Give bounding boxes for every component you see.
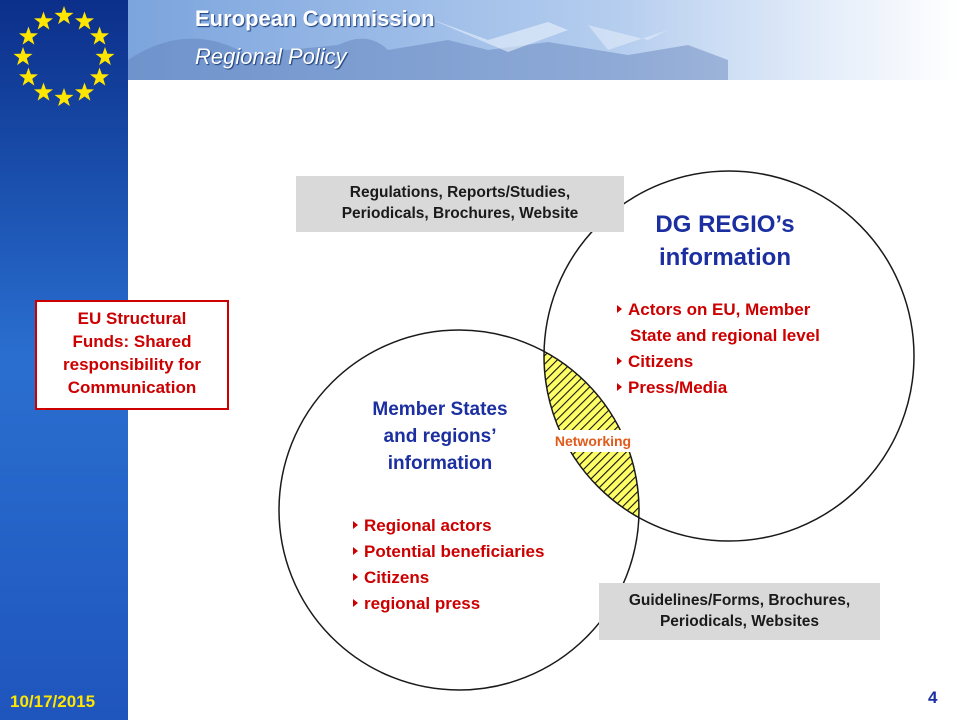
- structural-funds-line-3: responsibility for: [63, 355, 201, 374]
- info-box-bottom: [599, 583, 880, 640]
- networking-label: Networking: [538, 430, 648, 452]
- info-box-top-line-2: Periodicals, Brochures, Website: [341, 205, 579, 222]
- info-box-bottom-line-2: Periodicals, Websites: [659, 613, 820, 630]
- list-item: regional press: [350, 591, 544, 617]
- info-box-bottom-line-1: Guidelines/Forms, Brochures,: [628, 592, 851, 609]
- list-item: Citizens: [350, 565, 544, 591]
- structural-funds-line-1: EU Structural: [77, 309, 187, 328]
- structural-funds-line-2: Funds: Shared: [72, 332, 192, 351]
- list-item: Actors on EU, Member: [614, 297, 820, 323]
- member-states-heading-line-2: and regions’: [383, 426, 497, 447]
- list-item: Press/Media: [614, 375, 820, 401]
- dg-regio-heading-line-2: information: [659, 244, 791, 271]
- list-item: Regional actors: [350, 513, 544, 539]
- dg-regio-heading-line-1: DG REGIO’s: [655, 211, 795, 238]
- info-box-top: [296, 176, 624, 232]
- member-states-heading-line-1: Member States: [372, 399, 508, 420]
- member-states-list: [350, 513, 544, 617]
- dg-regio-heading: [610, 208, 840, 274]
- structural-funds-box: [35, 300, 229, 410]
- dg-regio-list: [614, 297, 820, 401]
- page-number: 4: [928, 688, 938, 707]
- structural-funds-line-4: Communication: [67, 378, 197, 397]
- member-states-heading-line-3: information: [387, 453, 493, 474]
- info-box-top-line-1: Regulations, Reports/Studies,: [349, 184, 571, 201]
- list-item-continuation: State and regional level: [630, 326, 820, 345]
- unit-title: Regional Policy: [195, 44, 347, 69]
- slide-date: 10/17/2015: [10, 692, 96, 711]
- org-title: European Commission: [195, 6, 435, 31]
- list-item: Potential beneficiaries: [350, 539, 544, 565]
- member-states-heading: [330, 396, 550, 477]
- list-item: Citizens: [614, 349, 820, 375]
